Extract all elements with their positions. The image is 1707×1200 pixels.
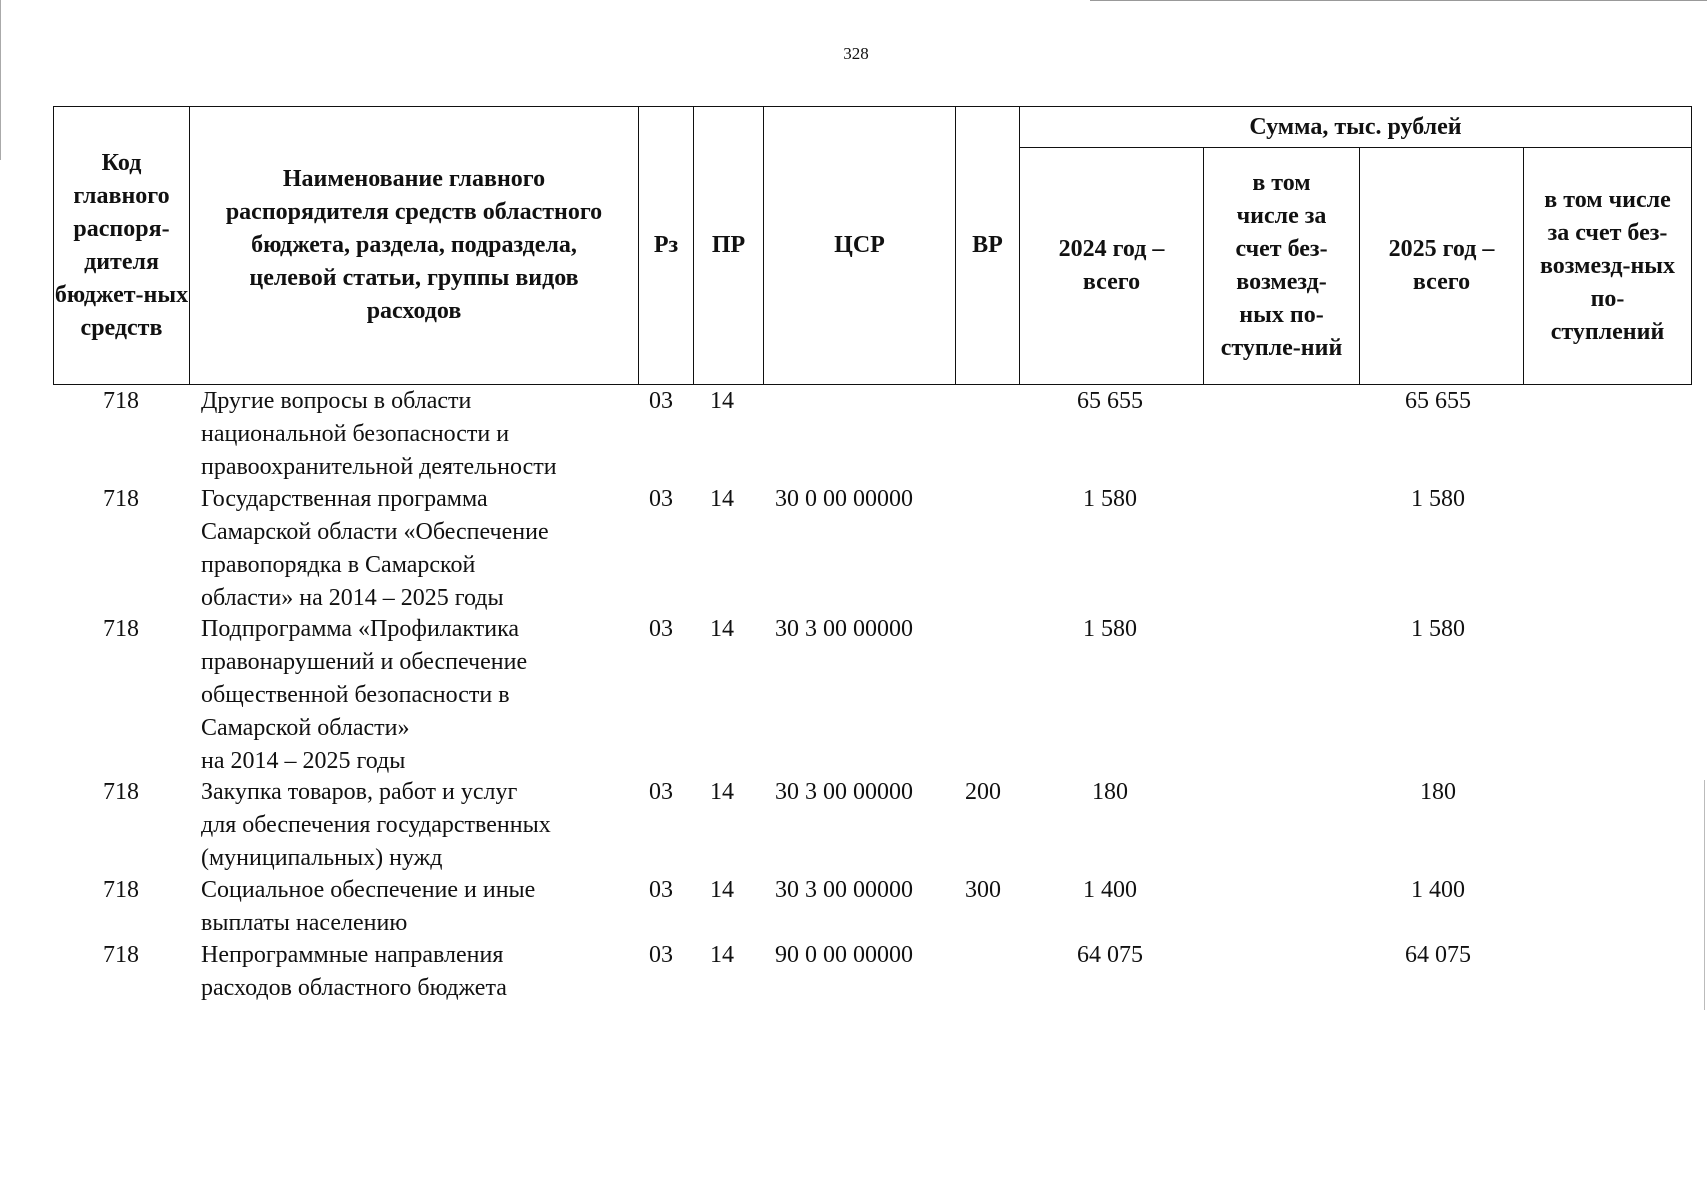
cell-sum-2025: 65 655 [1405,388,1471,414]
cell-pr: 14 [710,486,734,512]
cell-name: Социальное обеспечение и иные выплаты населению [201,877,536,936]
cell-sum-2025: 180 [1420,779,1456,805]
scan-edge-line [1704,780,1705,1010]
cell-sum-2025: 64 075 [1405,942,1471,968]
page-number: 328 [843,44,869,63]
cell-name: Подпрограмма «Профилактика правонарушений и обеспечение общественной безопасности в Самарской области» на 2014 – 2025 годы [201,616,528,774]
header-2024-total: 2024 год – всего [1019,147,1204,385]
header-vr: ВР [955,106,1020,385]
header-csr: ЦСР [763,106,956,385]
header-2024-grants: в том числе за счет без-возмезд-ных по-ступле-ний [1203,147,1360,385]
cell-sum-2024: 180 [1092,779,1128,805]
cell-sum-2025: 1 580 [1411,486,1465,512]
cell-vr: 200 [965,779,1001,805]
scan-edge-line [0,0,1,160]
header-pr: ПР [693,106,764,385]
cell-csr: 30 3 00 00000 [775,779,913,805]
cell-sum-2024: 1 580 [1083,616,1137,642]
cell-name: Государственная программа Самарской области «Обеспечение правопорядка в Самарской области» на 2014 – 2025 годы [201,486,549,611]
cell-code: 718 [103,779,139,805]
cell-sum-2024: 65 655 [1077,388,1143,414]
table-header [53,106,1692,385]
cell-code: 718 [103,388,139,414]
cell-rz: 03 [649,388,673,414]
cell-rz: 03 [649,877,673,903]
cell-csr: 90 0 00 00000 [775,942,913,968]
cell-name: Другие вопросы в области национальной безопасности и правоохранительной деятельности [201,388,557,480]
cell-csr: 30 0 00 00000 [775,486,913,512]
cell-name: Непрограммные направления расходов областного бюджета [201,942,507,1001]
cell-sum-2024: 1 400 [1083,877,1137,903]
header-rz: Рз [638,106,694,385]
cell-name: Закупка товаров, работ и услуг для обеспечения государственных (муниципальных) нужд [201,779,551,871]
cell-rz: 03 [649,486,673,512]
cell-sum-2024: 64 075 [1077,942,1143,968]
header-2025-grants: в том числе за счет без-возмезд-ных по-ступлений [1523,147,1692,385]
cell-pr: 14 [710,779,734,805]
cell-pr: 14 [710,616,734,642]
header-code: Код главного распоря-дителя бюджет-ных средств [53,106,190,385]
cell-vr: 300 [965,877,1001,903]
cell-csr: 30 3 00 00000 [775,877,913,903]
cell-rz: 03 [649,616,673,642]
cell-sum-2025: 1 400 [1411,877,1465,903]
scan-edge-line [1090,0,1707,1]
cell-pr: 14 [710,877,734,903]
header-sum: Сумма, тыс. рублей [1019,106,1692,148]
cell-sum-2025: 1 580 [1411,616,1465,642]
cell-pr: 14 [710,942,734,968]
cell-rz: 03 [649,779,673,805]
cell-sum-2024: 1 580 [1083,486,1137,512]
header-2025-total: 2025 год – всего [1359,147,1524,385]
cell-code: 718 [103,942,139,968]
cell-code: 718 [103,616,139,642]
cell-rz: 03 [649,942,673,968]
cell-code: 718 [103,486,139,512]
cell-code: 718 [103,877,139,903]
header-name: Наименование главного распорядителя средств областного бюджета, раздела, подраздела, целевой статьи, группы видов расходов [189,106,639,385]
cell-pr: 14 [710,388,734,414]
cell-csr: 30 3 00 00000 [775,616,913,642]
